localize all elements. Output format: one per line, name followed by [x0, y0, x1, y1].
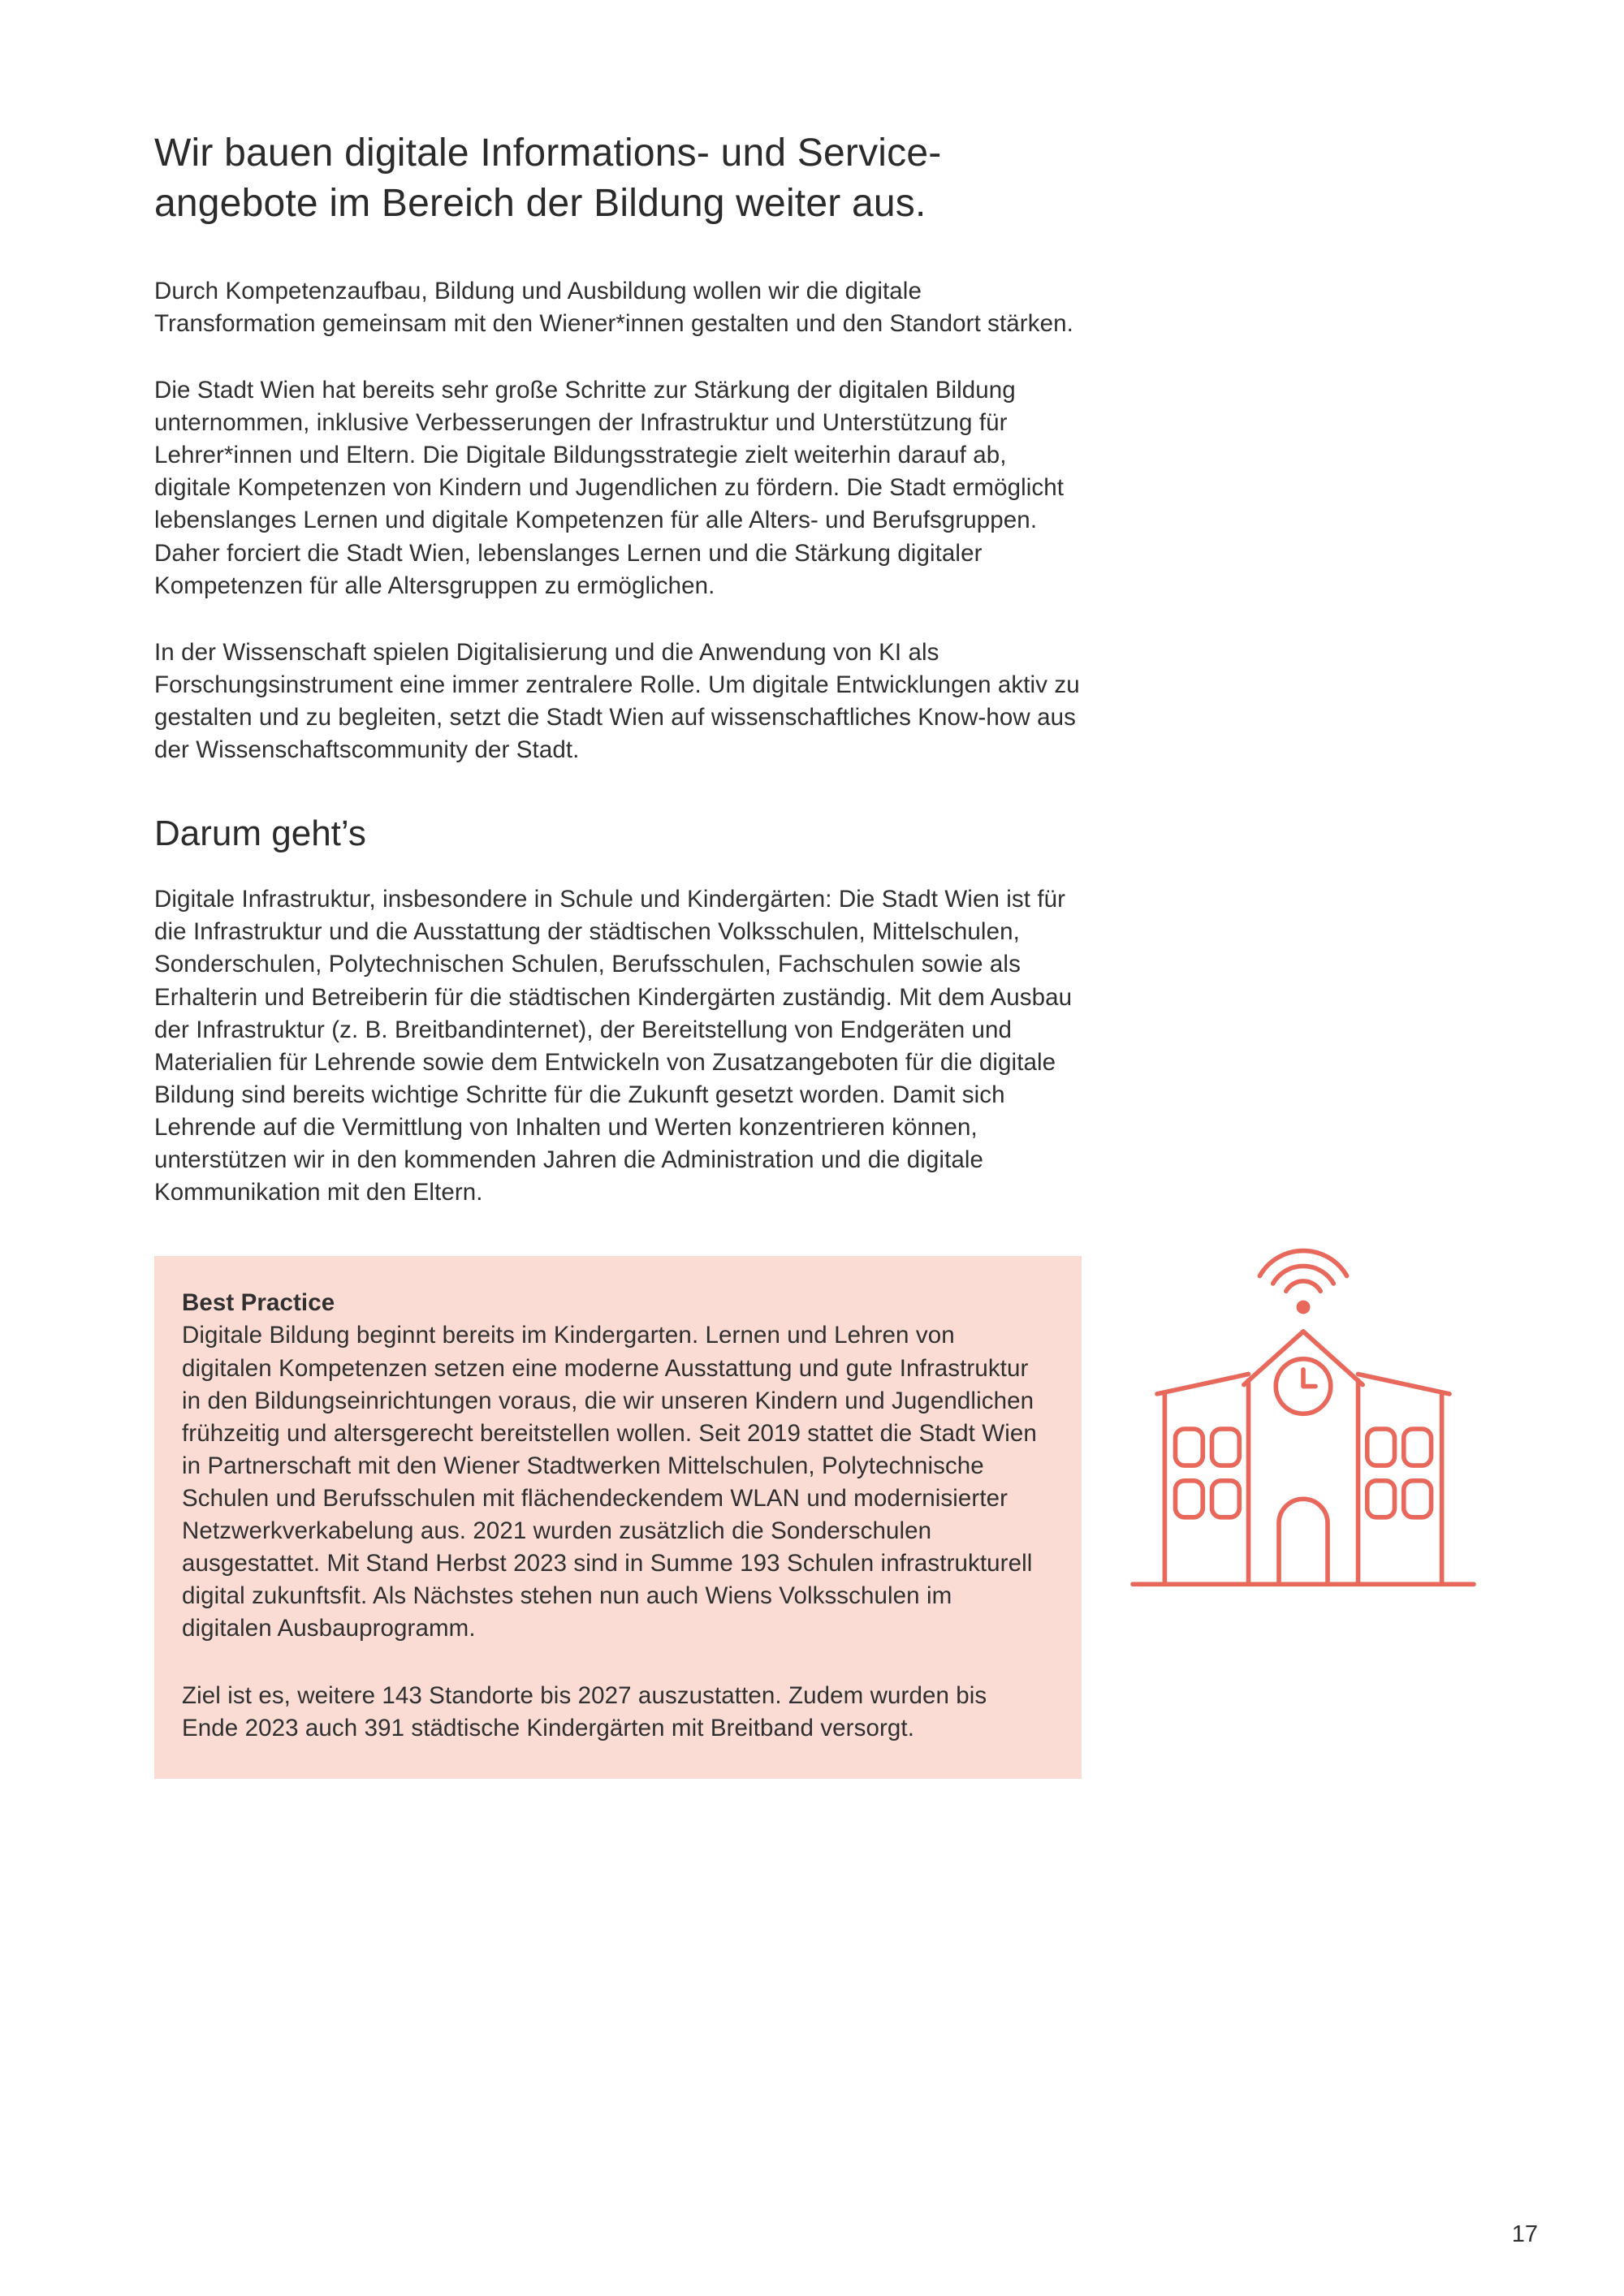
wing-roof-left — [1157, 1375, 1249, 1394]
window — [1176, 1481, 1203, 1517]
wing-roof-right — [1358, 1375, 1450, 1394]
best-practice-box — [154, 1256, 1082, 1778]
intro-paragraph: Durch Kompetenzaufbau, Bildung und Ausbildung wollen wir die digitale Transformation gemeinsam mit den Wiener*innen gestalten und den Standort stärken. — [154, 277, 1073, 337]
wifi-icon — [1259, 1251, 1346, 1314]
best-practice-label: Best Practice — [182, 1289, 335, 1317]
intro-paragraph: Die Stadt Wien hat bereits sehr große Schritte zur Stärkung der digitalen Bildung unternommen, inklusive Verbesserungen der Infrastruktur und Unterstützung für Lehrer*innen und Eltern. Die Digitale Bildungsstrategie zielt weiterhin darauf ab, digitale Kompetenzen von Kindern und Jugendlichen zu fördern. Die Stadt ermöglicht lebenslanges Lernen und digitale Kompetenzen für alle Alters- und Berufsgruppen. Daher forciert die Stadt Wien, lebenslanges Lernen und die Stärkung digitaler Kompetenzen für alle Altersgruppen zu ermöglichen. — [154, 377, 1065, 599]
intro-paragraph: In der Wissenschaft spielen Digitalisierung und die Anwendung von KI als Forschungsinstrument eine immer zentralere Rolle. Um digitale Entwicklungen aktiv zu gestalten und zu begleiten, setzt die Stadt Wien auf wissenschaftliches Know-how aus der Wissenschaftscommunity der Stadt. — [154, 638, 1080, 764]
section-heading: Darum geht’s — [154, 814, 366, 854]
best-practice-paragraph: Digitale Bildung beginnt bereits im Kindergarten. Lernen und Lehren von digitalen Kompetenzen setzen eine moderne Ausstattung und gute Infrastruktur in den Bildungseinrichtungen voraus, die wir unseren Kindern und Jugendlichen frühzeitig und altersgerecht bereitstellen wollen. Seit 2019 stattet die Stadt Wien in Partnerschaft mit den Wiener Stadtwerken Mittelschulen, Polytechnische Schulen und Berufsschulen mit flächendeckendem WLAN und modernisierter Netzwerkverkabelung aus. 2021 wurden zusätzlich die Sonderschulen ausgestattet. Mit Stand Herbst 2023 sind in Summe 193 Schulen infrastrukturell digital zukunftsfit. Als Nächstes stehen nun auch Wiens Volksschulen im digitalen Ausbauprogramm. — [182, 1322, 1037, 1642]
school-wifi-svg — [1121, 1222, 1486, 1603]
page-title — [154, 128, 1082, 230]
page-title-line: Wir bauen digitale Informations- und Service- — [154, 132, 942, 175]
window — [1212, 1481, 1240, 1517]
page-title-line: angebote im Bereich der Bildung weiter aus. — [154, 182, 926, 226]
best-practice-paragraph: Ziel ist es, weitere 143 Standorte bis 2027 auszustatten. Zudem wurden bis Ende 2023 auch 391 städtische Kindergärten mit Breitband versorgt. — [182, 1681, 987, 1741]
window — [1367, 1429, 1395, 1465]
article-content — [154, 128, 1082, 1779]
window — [1176, 1429, 1203, 1465]
school-building — [1133, 1331, 1474, 1584]
window — [1212, 1429, 1240, 1465]
school-with-wifi-illustration — [1121, 1222, 1486, 1603]
window — [1404, 1481, 1432, 1517]
page-number: 17 — [1511, 2221, 1538, 2247]
window — [1404, 1429, 1432, 1465]
window — [1367, 1481, 1395, 1517]
clock-hands — [1303, 1370, 1315, 1387]
section-paragraph: Digitale Infrastruktur, insbesondere in Schule und Kindergärten: Die Stadt Wien ist für die Infrastruktur und die Ausstattung der städtischen Volksschulen, Mittelschulen, Sonderschulen, Polytechnischen Schulen, Berufsschulen, Fachschulen sowie als Erhalterin und Betreiberin für die städtischen Kindergärten zuständig. Mit dem Ausbau der Infrastruktur (z. B. Breitbandinternet), der Bereitstellung von Endgeräten und Materialien für Lehrende sowie dem Entwickeln von Zusatzangeboten für die digitale Bildung sind bereits wichtige Schritte für die Zukunft gesetzt worden. Damit sich Lehrende auf die Vermittlung von Inhalten und Werten konzentrieren können, unterstützen wir in den kommenden Jahren die Administration und die digitale Kommunikation mit den Eltern. — [154, 886, 1073, 1206]
door — [1279, 1499, 1328, 1584]
